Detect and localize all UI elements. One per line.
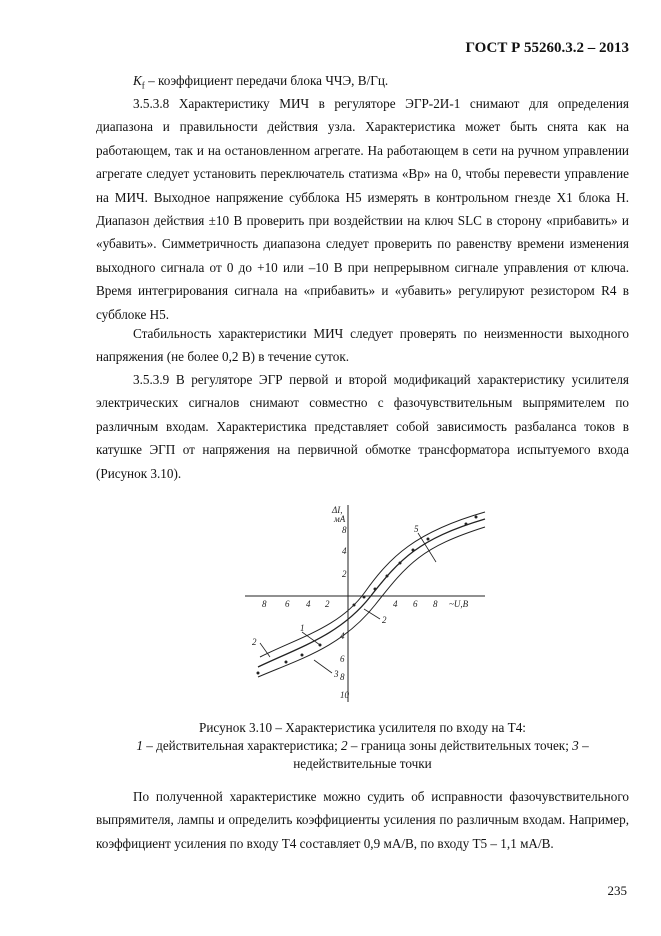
data-point: [386, 575, 389, 578]
legend-number: 1: [136, 738, 143, 753]
k-subscript: f: [141, 80, 145, 91]
paragraph-text: По полученной характеристике можно судить об исправности фазочувствительного выпрямителя, лампы и определить коэффициенты усиления по различным входам. Например, коэффициент усиления по входу Т4 составляет 0,9 мА/В, по входу Т5 – 1,1 мА/В.: [96, 789, 629, 851]
data-point: [374, 588, 377, 591]
y-tick-label: 4: [340, 631, 345, 641]
y-tick-label: 8: [340, 672, 345, 682]
y-tick-label: 4: [342, 546, 347, 556]
x-tick-label: 4: [393, 599, 398, 609]
leader-line: [418, 533, 436, 562]
paragraph-stability: [96, 322, 629, 369]
data-point: [399, 562, 402, 565]
paragraph-text: 3.5.3.9 В регуляторе ЭГР первой и второй модификаций характеристику усилителя электрических сигналов снимают совместно с фазочувствительным выпрямителем по различным входам. Характеристика представляет собой зависимость разбаланса токов в катушке ЭГП от напряжения на первичной обмотке трансформатора испытуемого входа (Рисунок 3.10).: [96, 372, 629, 481]
curve-label-2: 2: [252, 637, 257, 647]
leader-line: [314, 660, 332, 673]
y-tick-label: 10: [340, 690, 349, 700]
y-tick-label: 6: [340, 654, 345, 664]
paragraph-3-5-3-9: [96, 368, 629, 485]
y-axis-unit: мА: [334, 514, 346, 524]
legend-text: – граница зоны действительных точек;: [347, 738, 573, 753]
figure-3-10: [240, 497, 490, 707]
document-header: ГОСТ Р 55260.3.2 – 2013: [465, 40, 629, 56]
data-point: [285, 661, 288, 664]
caption-legend-cont: недействительные точки: [293, 756, 432, 771]
page-number: 235: [607, 883, 627, 898]
data-point: [301, 654, 304, 657]
paragraph-text: Стабильность характеристики МИЧ следует проверять по неизменности выходного напряжения (не более 0,2 В) в течение суток.: [96, 326, 629, 365]
y-axis-label: ΔI,: [332, 505, 343, 515]
leader-line: [364, 609, 380, 619]
curve-label-3: 3: [334, 669, 339, 679]
x-tick-label: 8: [433, 599, 438, 609]
x-tick-label: 6: [413, 599, 418, 609]
curve-label-5: 5: [414, 524, 419, 534]
upper-boundary-curve: [260, 512, 485, 657]
data-point: [363, 596, 366, 599]
curve-label-1: 1: [300, 623, 305, 633]
actual-characteristic-curve: [258, 519, 485, 667]
y-tick-label: 8: [342, 525, 347, 535]
data-point: [475, 516, 478, 519]
x-tick-label: 8: [262, 599, 267, 609]
caption-title: Рисунок 3.10 – Характеристика усилителя по входу на Т4:: [199, 720, 526, 735]
legend-number: 3: [572, 738, 579, 753]
paragraph-3-5-3-8: [96, 92, 629, 326]
paragraph-conclusion: [96, 785, 629, 855]
data-point: [412, 549, 415, 552]
legend-text: –: [578, 738, 589, 753]
caption-legend: [96, 737, 629, 755]
legend-number: 2: [341, 738, 348, 753]
y-tick-label: 2: [342, 569, 347, 579]
x-tick-label: 2: [325, 599, 330, 609]
k-definition: – коэффициент передачи блока ЧЧЭ, В/Гц.: [144, 73, 389, 88]
data-point: [465, 523, 468, 526]
k-symbol: K: [133, 73, 142, 88]
figure-caption: [96, 719, 629, 773]
curve-label-2b: 2: [382, 615, 387, 625]
amplifier-characteristic-diagram: [240, 497, 490, 707]
x-tick-label: 6: [285, 599, 290, 609]
paragraph-text: 3.5.3.8 Характеристику МИЧ в регуляторе ЭГР-2И-1 снимают для определения диапазона и правильности действия узла. Характеристика может быть снята как на работающем, так и на остановленном агрегате. На работающем в сети на ручном управлении агрегате следует установить переключатель статизма «Вр» на 0, чтобы перевести управление на МИЧ. Выходное напряжение субблока Н5 измерять в контрольном гнезде Х1 блока Н. Диапазон действия ±10 В проверить при воздействии на ключ SLC в сторону «прибавить» и «убавить». Симметричность диапазона следует проверить по равенству времени изменения выходного сигнала от 0 до +10 или –10 В при непрерывном сигнале управления от ключа. Время интегрирования сигнала на «прибавить» и «убавить» регулируют резистором R4 в субблоке Н5.: [96, 96, 629, 322]
data-point: [257, 672, 260, 675]
data-point: [427, 538, 430, 541]
data-points: [257, 516, 478, 675]
x-tick-label: 4: [306, 599, 311, 609]
x-axis-label: ~U,В: [449, 599, 469, 609]
legend-text: – действительная характеристика;: [142, 738, 342, 753]
data-point: [353, 604, 356, 607]
